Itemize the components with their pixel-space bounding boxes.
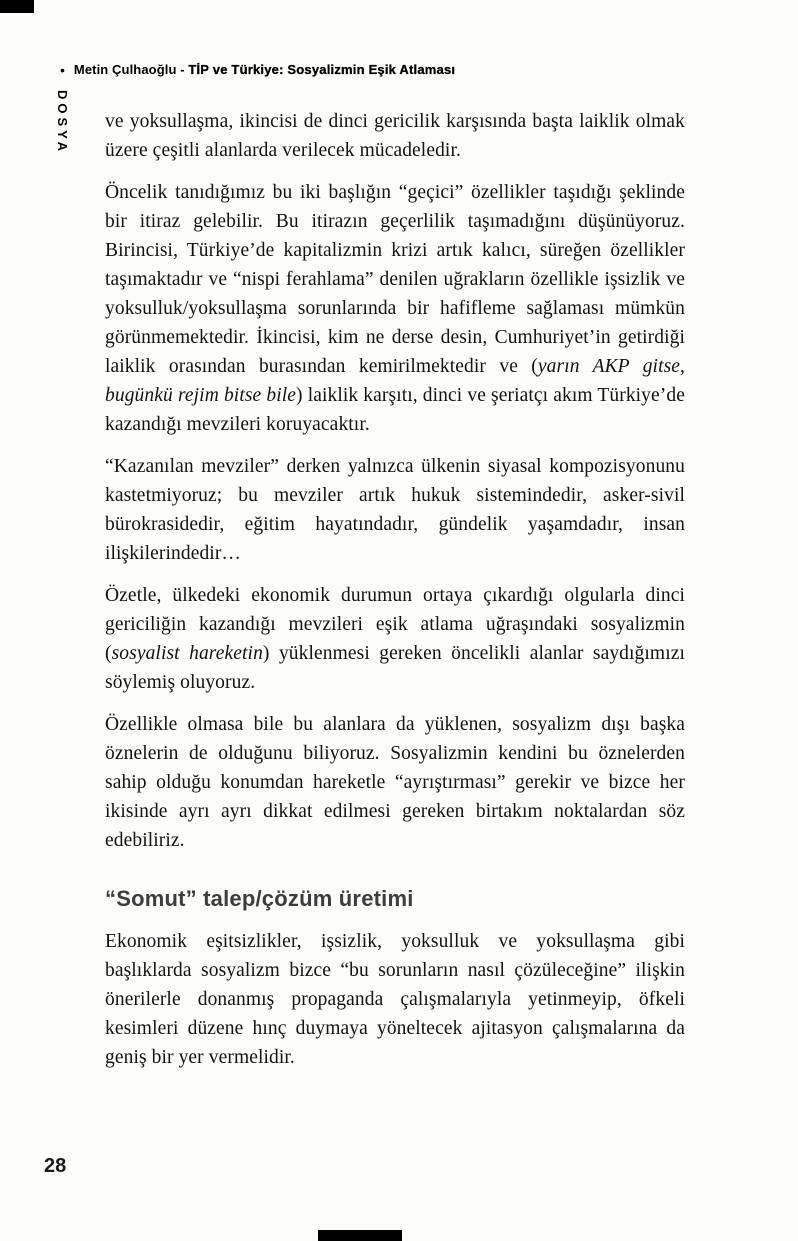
running-header bbox=[60, 62, 740, 78]
paragraph-continuation: ve yoksullaşma, ikincisi de dinci gericilik karşısında başta laiklik olmak üzere çeşitli alanlarda verilecek mücadeledir. bbox=[105, 111, 685, 161]
text-run: ) laiklik karşıtı, dinci ve şeriatçı akım Türkiye’de kazandığı mevzileri koruyacaktır. bbox=[105, 385, 685, 435]
header-author: Metin Çulhaoğlu - bbox=[73, 62, 189, 77]
text-run: Öncelik tanıdığımız bu iki başlığın “geçici” özellikler taşıdığı şeklinde bir itiraz gelebilir. Bu itirazın geçerlilik taşımadığını düşünüyoruz. Birincisi, Türkiye’de kapitalizmin krizi artık kalıcı, süreğen özellikler taşımaktadır ve “nispi ferahlama” denilen uğrakların özellikle işsizlik ve yoksulluk/yoksullaşma sorunlarında bir hafifleme sağlaması mümkün görünmemektedir. İkincisi, kim ne derse desin, Cumhuriyet’in getirdiği laiklik orasından burasından kemirilmektedir ve ( bbox=[105, 182, 685, 377]
paragraph bbox=[105, 581, 685, 697]
text-run-italic: sosyalist hareketin bbox=[111, 643, 263, 664]
page-content bbox=[105, 107, 685, 1085]
text-run: ) yüklenmesi gereken öncelikli alanlar saydığımızı söylemiş oluyoruz. bbox=[105, 643, 685, 693]
paragraph: Ekonomik eşitsizlikler, işsizlik, yoksulluk ve yoksullaşma gibi başlıklarda sosyalizm bizce “bu sorunların nasıl çözüleceğine” ilişkin önerilerle donanmış propaganda çalışmalarıyla yetinmeyip, öfkeli kesimleri düzene hınç duymaya yöneltecek ajitasyon çalışmalarına da geniş bir yer vermelidir. bbox=[105, 931, 685, 1068]
paragraph bbox=[105, 178, 685, 439]
section-label-dosya: DOSYA bbox=[55, 90, 70, 156]
text-run-italic: yarın AKP gitse, bugünkü rejim bitse bile bbox=[105, 356, 686, 406]
trim-mark-top bbox=[0, 0, 34, 13]
paragraph: Özellikle olmasa bile bu alanlara da yüklenen, sosyalizm dışı başka öznelerin de olduğunu biliyoruz. Sosyalizmin kendini bu öznelerden sahip olduğu konumdan hareketle “ayrıştırması” gerekir ve bizce her ikisinde ayrı ayrı dikkat edilmesi gereken birtakım noktalardan söz edebiliriz. bbox=[105, 714, 685, 851]
text-run: Özetle, ülkedeki ekonomik durumun ortaya çıkardığı olgularla dinci gericiliğin kazandığı mevzileri eşik atlama uğraşındaki sosyalizmin ( bbox=[105, 585, 685, 664]
paragraph: “Kazanılan mevziler” derken yalnızca ülkenin siyasal kompozisyonunu kastetmiyoruz; bu mevziler artık hukuk sistemindedir, asker-sivil bürokrasidedir, eğitim hayatındadır, gündelik yaşamdadır, insan ilişkilerindedir… bbox=[105, 456, 685, 564]
bullet-icon: • bbox=[60, 62, 65, 78]
trim-mark-bottom bbox=[318, 1230, 402, 1241]
section-heading: “Somut” talep/çözüm üretimi bbox=[105, 886, 414, 911]
header-book-title: TİP ve Türkiye: Sosyalizmin Eşik Atlaması bbox=[188, 62, 456, 77]
page-number: 28 bbox=[44, 1155, 67, 1177]
